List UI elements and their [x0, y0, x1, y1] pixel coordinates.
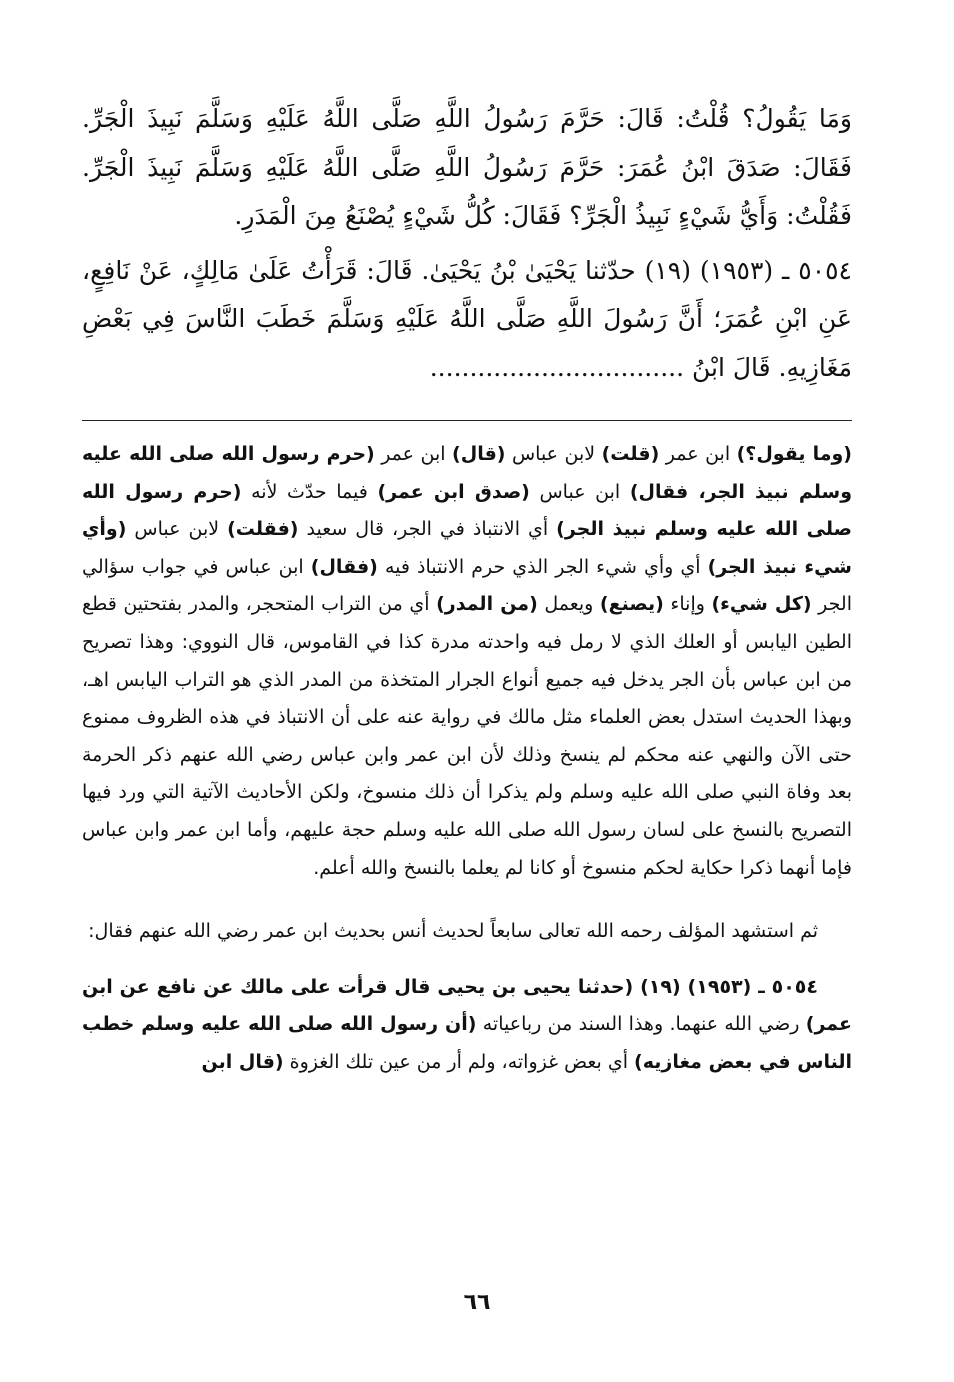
footnote-separator-rule [82, 420, 852, 421]
commentary-run: وإناء [663, 593, 712, 616]
commentary-run: لابن عباس [505, 443, 602, 465]
commentary-bold-run: (وأي شيء نبيذ الجر) [82, 518, 852, 578]
commentary-bold-run: (من المدر) [436, 593, 538, 616]
page-number: ٦٦ [463, 1290, 491, 1315]
commentary-bold-run: (فقلت) [227, 518, 299, 541]
commentary-bold-run: (حرم رسول الله صلى الله عليه وسلم نبيذ الجر) [82, 480, 853, 541]
commentary-bold-run: (حرم رسول الله صلى الله عليه وسلم نبيذ الجر، فقال) [82, 443, 852, 503]
commentary-bold-run: (يصنع) [599, 593, 664, 616]
commentary-run: ابن عباس [529, 480, 630, 503]
commentary-run: أي الانتباذ في الجر، قال سعيد [298, 518, 557, 541]
commentary-run: ابن عباس في جواب سؤالي الجر [82, 555, 852, 616]
commentary-paragraph-1 [82, 436, 852, 887]
commentary-run: أي وأي شيء الجر الذي حرم الانتباذ فيه [377, 555, 708, 578]
commentary-bold-run: (قال ابن [201, 1050, 284, 1073]
commentary-run: ابن عمر [374, 443, 453, 465]
commentary-run: ويعمل [537, 593, 600, 616]
commentary-run: ابن عمر [659, 443, 737, 465]
commentary-bold-run: (كل شيء) [711, 593, 812, 616]
commentary-run: رضي الله عنهما. وهذا السند من رباعياته [476, 1013, 806, 1036]
commentary-bold-run: (قلت) [601, 443, 660, 465]
hadith-text-block [82, 95, 852, 392]
commentary-bold-run: (صدق ابن عمر) [377, 480, 530, 503]
commentary-run: فيما حدّث لأنه [241, 480, 378, 503]
hadith-paragraph-2 [82, 247, 852, 393]
hadith-5054-text: ٥٠٥٤ ـ (١٩٥٣) (١٩) حدّثنا يَحْيَىٰ بْنُ يَحْيَىٰ. قَالَ: قَرَأْتُ عَلَىٰ مَالِكٍ، عَنْ نَافِعٍ، عَنِ ابْنِ عُمَرَ؛ أَنَّ رَسُولَ اللَّهِ صَلَّى اللَّهُ عَلَيْهِ وَسَلَّمَ خَطَبَ النَّاسَ فِي بَعْضِ مَغَازِيهِ. قَالَ ابْنُ [82, 255, 852, 382]
commentary-bold-run: (قال) [452, 443, 506, 465]
commentary-run: أي بعض غزواته، ولم أر من عين تلك الغزوة [283, 1050, 635, 1073]
commentary-bold-run: (أن رسول الله صلى الله عليه وسلم خطب الناس في بعض مغازيه) [82, 1013, 852, 1073]
commentary-run: لابن عباس [126, 518, 228, 541]
hadith-paragraph-1: وَمَا يَقُولُ؟ قُلْتُ: قَالَ: حَرَّمَ رَسُولُ اللَّهِ صَلَّى اللَّهُ عَلَيْهِ وَسَلَّمَ نَبِيذَ الْجَرِّ. فَقَالَ: صَدَقَ ابْنُ عُمَرَ: حَرَّمَ رَسُولُ اللَّهِ صَلَّى اللَّهُ عَلَيْهِ وَسَلَّمَ نَبِيذَ الْجَرِّ. فَقُلْتُ: وَأَيُّ شَيْءٍ نَبِيذُ الْجَرِّ؟ فَقَالَ: كُلُّ شَيْءٍ يُصْنَعُ مِنَ الْمَدَرِ. [82, 104, 852, 230]
continuation-dots: ................................ [429, 352, 685, 382]
commentary-block [82, 436, 852, 1082]
commentary-intro-paragraph: ثم استشهد المؤلف رحمه الله تعالى سابعاً لحديث أنس بحديث ابن عمر رضي الله عنهم فقال: [88, 920, 818, 943]
commentary-paragraph-2 [82, 969, 852, 1082]
commentary-bold-run: (فقال) [310, 555, 378, 578]
commentary-bold-run: ٥٠٥٤ ـ (١٩٥٣) (١٩) (حدثنا يحيى بن يحيى قال قرأت على مالك عن نافع عن ابن عمر) [82, 975, 853, 1036]
commentary-run: أي من التراب المتحجر، والمدر بفتحتين قطع الطين اليابس أو العلك الذي لا رمل فيه واحدته مدرة كذا في القاموس، قال النووي: وهذا تصريح من ابن عباس بأن الجر يدخل فيه جميع أنواع الجرار المتخذة من المدر الذي هو التراب اليابس اهـ، وبهذا الحديث استدل بعض العلماء مثل مالك في رواية عنه على أن الانتباذ في هذه الظروف ممنوع حتى الآن والنهي عنه محكم لم ينسخ وذلك لأن ابن عمر وابن عباس رضي الله عنهم ذكر الحرمة بعد وفاة النبي صلى الله عليه وسلم ولم يذكرا أن ذلك منسوخ، ولكن الأحاديث الآتية التي ورد فيها التصريح بالنسخ على لسان رسول الله صلى الله عليه وسلم حجة عليهم، وأما ابن عمر وابن عباس فإما أنهما ذكرا حكاية لحكم منسوخ أو كانا لم يعلما بالنسخ والله أعلم. [82, 593, 852, 879]
commentary-bold-run: (وما يقول؟) [736, 443, 852, 465]
